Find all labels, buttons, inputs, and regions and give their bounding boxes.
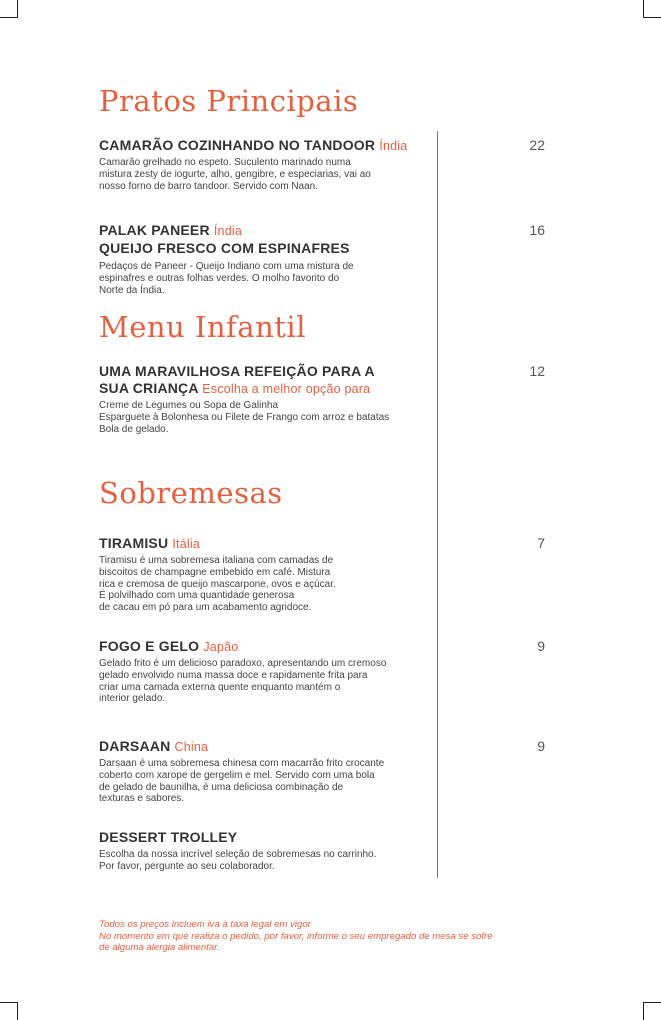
crop-mark-bottom-right-h	[643, 1002, 661, 1003]
item-name: FOGO E GELO	[99, 638, 200, 654]
item-description: Darsaan é uma sobremesa chinesa com macarrão frito crocante coberto com xarope de gergelim e mel. Servido com uma bola de gelado de baunilha, é uma deliciosa combinação de texturas e sabores.	[99, 758, 385, 805]
item-description: Tiramisu é uma sobremesa italiana com camadas de biscoitos de champagne embebido em café. Mistura rica e cremosa de queijo mascarpone, ovos e açúcar. É polvilhado com uma quantidade generosa de cacau em pó para um acabamento agridoce.	[99, 555, 336, 614]
crop-mark-bottom-left-v	[17, 1002, 18, 1020]
footer-line-allergy-cont: de alguma alergia alimentar.	[99, 942, 220, 954]
footer-notes	[99, 919, 549, 954]
item-price: 12	[529, 363, 545, 379]
item-name: CAMARÃO COZINHANDO NO TANDOOR	[99, 137, 376, 153]
crop-mark-top-left-h	[0, 17, 18, 18]
item-name: UMA MARAVILHOSA REFEIÇÃO PARA A	[99, 363, 375, 379]
item-description: Pedaços de Paneer - Queijo Indiano com uma mistura de espinafres e outras folhas verdes. O molho favorito do Norte da Índia.	[99, 261, 354, 296]
section-title-kids: Menu Infantil	[99, 310, 306, 344]
menu-item-tiramisu	[99, 535, 429, 614]
crop-mark-top-right-h	[643, 17, 661, 18]
item-name-line2: SUA CRIANÇA	[99, 380, 199, 396]
item-name: PALAK PANEER	[99, 222, 210, 238]
crop-mark-bottom-right-v	[643, 1002, 644, 1020]
item-origin: Índia	[213, 224, 242, 238]
menu-item-darsaan	[99, 738, 429, 805]
item-description: Camarão grelhado no espeto. Suculento marinado numa mistura zesty de iogurte, alho, gengibre, e especiarias, vai ao nosso forno de barro tandoor. Servido com Naan.	[99, 157, 371, 192]
section-title-desserts: Sobremesas	[99, 476, 283, 510]
footer-line-taxes: Todos os preços incluem iva à taxa legal em vigor	[99, 919, 311, 930]
menu-item-dessert-trolley	[99, 829, 429, 873]
menu-item-camarao	[99, 137, 429, 192]
item-description: Escolha da nossa incrível seleção de sobremesas no carrinho. Por favor, pergunte ao seu colaborador.	[99, 849, 377, 872]
crop-mark-top-left-v	[17, 0, 18, 18]
footer-line-allergy: No momento em que realiza o pedido, por favor, informe o seu empregado de mesa se sofre	[99, 930, 493, 942]
item-description: Gelado frito é um delicioso paradoxo, apresentando um cremoso gelado envolvido numa massa doce e rapidamente frita para criar uma camada externa quente enquanto mantém o interior gelado.	[99, 658, 387, 705]
menu-item-palak-paneer	[99, 222, 429, 296]
menu-item-kids-meal	[99, 363, 434, 435]
item-price: 7	[537, 535, 545, 551]
item-name: DESSERT TROLLEY	[99, 829, 238, 845]
item-price: 22	[529, 137, 545, 153]
item-price: 16	[529, 222, 545, 238]
crop-mark-top-right-v	[643, 0, 644, 18]
item-origin: China	[174, 740, 209, 754]
item-name-line2: QUEIJO FRESCO COM ESPINAFRES	[99, 240, 350, 256]
item-origin: Índia	[379, 139, 408, 153]
item-price: 9	[537, 638, 545, 654]
item-description: Creme de Legumes ou Sopa de Galinha Esparguete à Bolonhesa ou Filete de Frango com arroz e batatas Bola de gelado.	[99, 400, 390, 435]
column-divider	[437, 131, 438, 878]
item-origin: Itália	[172, 537, 200, 551]
menu-item-fogo-e-gelo	[99, 638, 429, 705]
section-title-main: Pratos Principais	[99, 84, 359, 118]
item-name: TIRAMISU	[99, 535, 169, 551]
crop-mark-bottom-left-h	[0, 1002, 18, 1003]
item-origin: Escolha a melhor opção para	[202, 382, 371, 396]
item-origin: Japão	[203, 640, 239, 654]
item-price: 9	[537, 738, 545, 754]
item-name: DARSAAN	[99, 738, 171, 754]
